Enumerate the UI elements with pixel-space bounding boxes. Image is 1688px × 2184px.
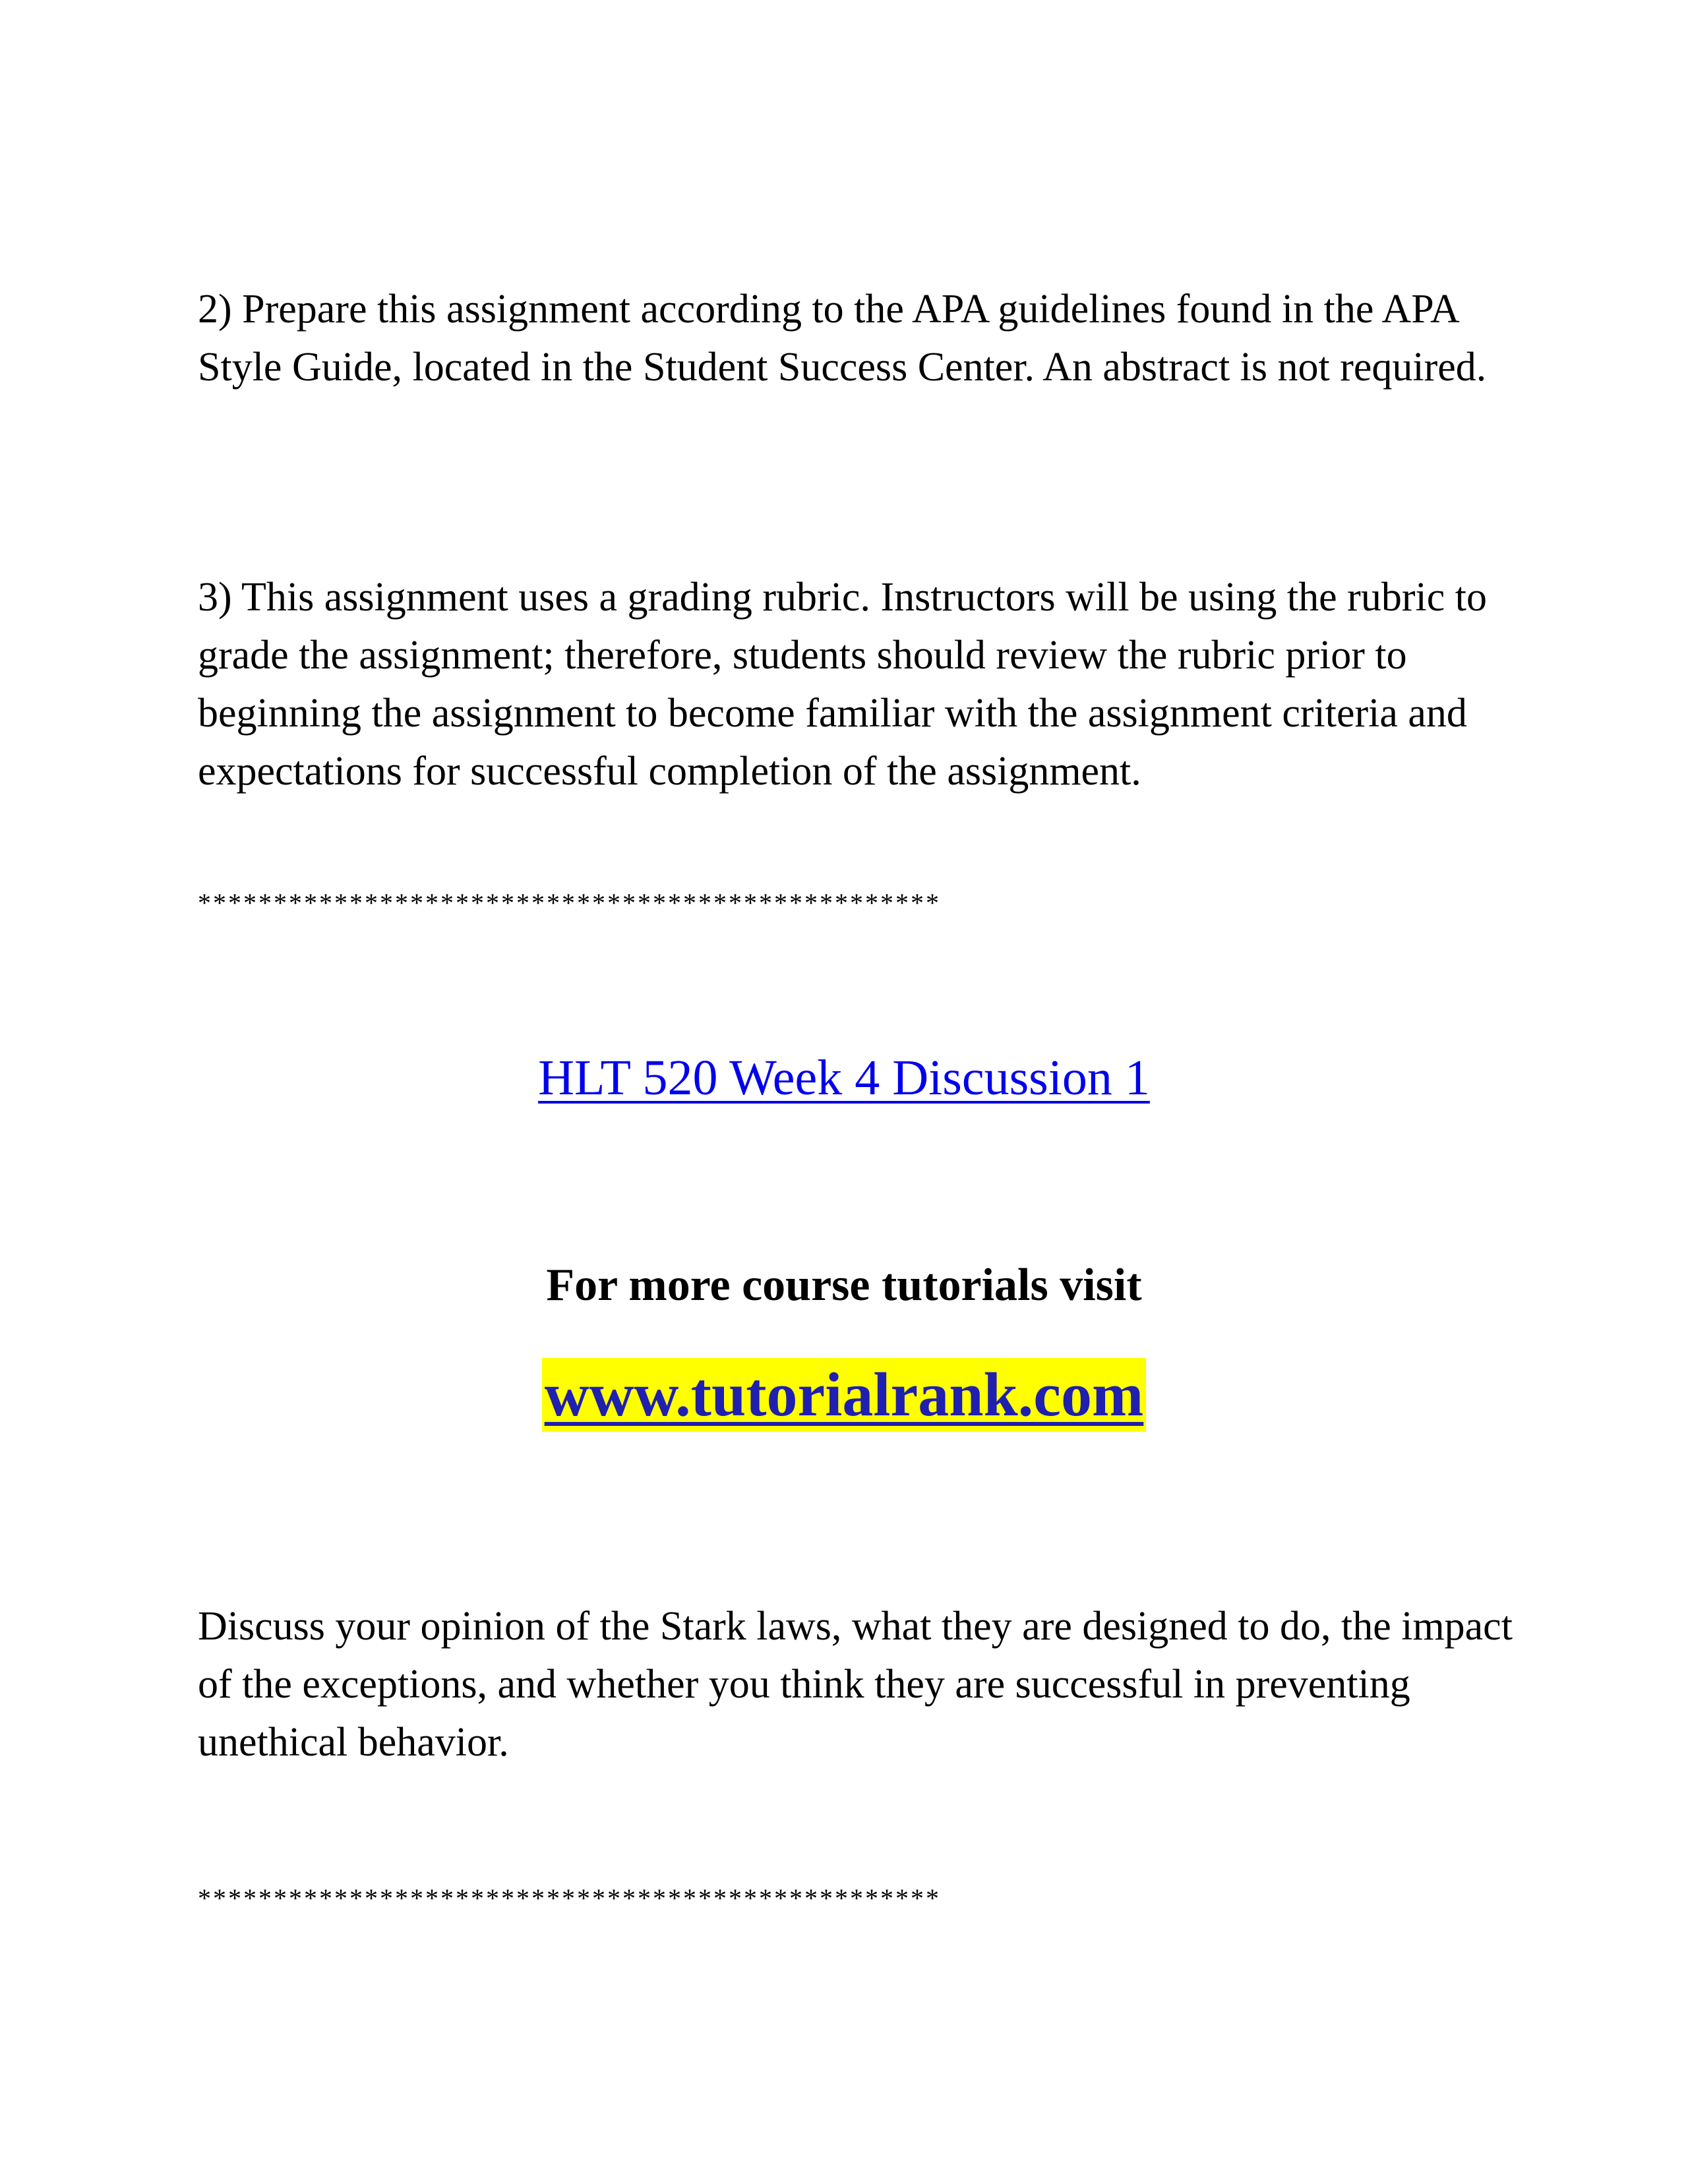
separator-top: ************************************************* — [198, 888, 941, 918]
tutorialrank-site-link[interactable]: www.tutorialrank.com — [542, 1358, 1147, 1432]
hlt-520-discussion-link[interactable]: HLT 520 Week 4 Discussion 1 — [538, 1050, 1150, 1106]
apa-instruction-paragraph: 2) Prepare this assignment according to the APA guidelines found in the APA Style Guide, located in the Student Success Center. An abstract is not required. — [198, 287, 1487, 390]
heading-link-container — [0, 1045, 1688, 1111]
discussion-prompt-paragraph: Discuss your opinion of the Stark laws, what they are designed to do, the impact of the exceptions, and whether you think they are successful in preventing unethical behavior. — [198, 1604, 1513, 1765]
rubric-instruction-paragraph: 3) This assignment uses a grading rubric. Instructors will be using the rubric to grade the assignment; therefore, students should review the rubric prior to beginning the assignment to become familiar with the assignment criteria and expectations for successful completion of the assignment. — [198, 575, 1487, 794]
visit-text: For more course tutorials visit — [546, 1260, 1142, 1311]
site-link-container — [0, 1358, 1688, 1432]
separator-bottom: ************************************************* — [198, 1883, 941, 1913]
